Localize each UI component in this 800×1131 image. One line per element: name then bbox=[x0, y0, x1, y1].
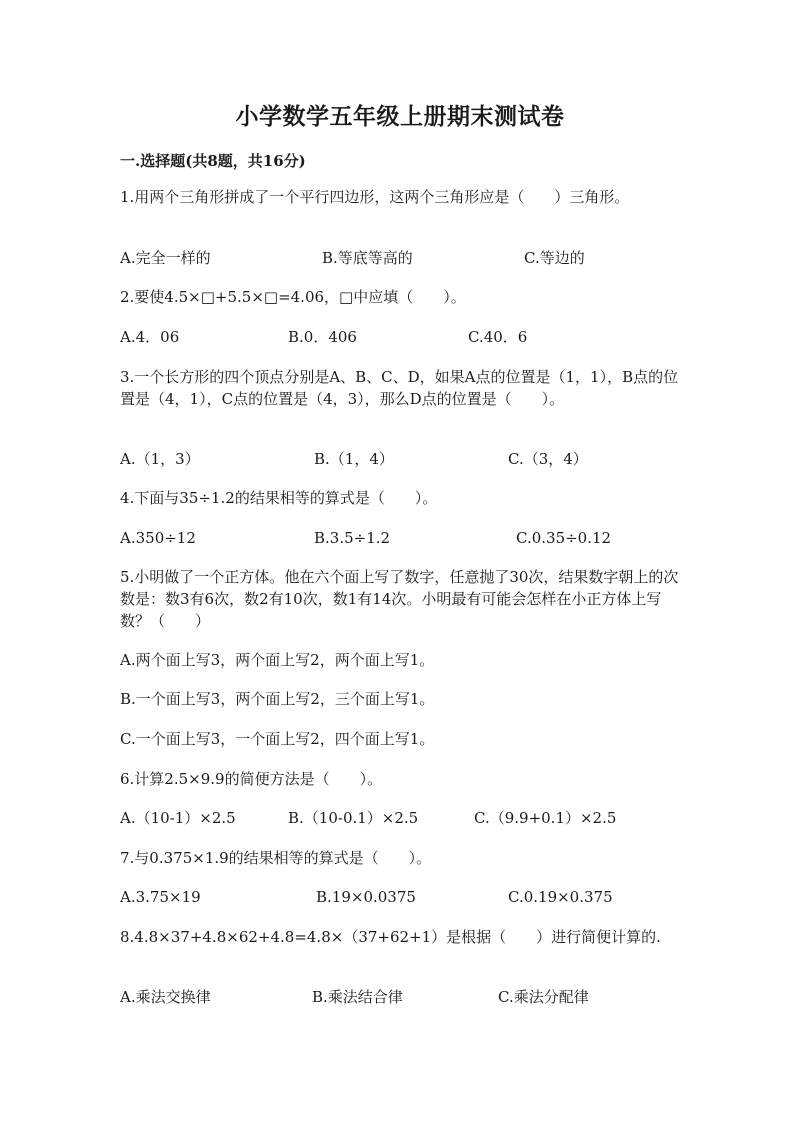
question-2-option-b[interactable]: B.0．406 bbox=[288, 328, 357, 346]
question-1-stem: 1.用两个三角形拼成了一个平行四边形，这两个三角形应是（ ）三角形。 bbox=[120, 188, 630, 206]
question-2-stem: 2.要使4.5×□+5.5×□=4.06，□中应填（ ）。 bbox=[120, 288, 466, 306]
question-5-option-c[interactable]: C.一个面上写3，一个面上写2，四个面上写1。 bbox=[120, 730, 435, 748]
question-5-option-b[interactable]: B.一个面上写3，两个面上写2，三个面上写1。 bbox=[120, 690, 435, 708]
question-4-options bbox=[120, 527, 720, 549]
question-8-option-a[interactable]: A.乘法交换律 bbox=[120, 988, 211, 1006]
question-3-options bbox=[120, 448, 720, 470]
question-4-stem: 4.下面与35÷1.2的结果相等的算式是（ ）。 bbox=[120, 489, 438, 507]
question-6-stem: 6.计算2.5×9.9的简便方法是（ ）。 bbox=[120, 770, 383, 788]
question-4-option-c[interactable]: C.0.35÷0.12 bbox=[516, 529, 612, 547]
question-3-option-c[interactable]: C.（3，4） bbox=[508, 450, 588, 468]
question-8-options bbox=[120, 986, 720, 1008]
question-7-options bbox=[120, 886, 720, 908]
question-2-option-c[interactable]: C.40．6 bbox=[468, 328, 528, 346]
question-6-option-a[interactable]: A.（10-1）×2.5 bbox=[120, 809, 236, 827]
question-8-stem: 8.4.8×37+4.8×62+4.8=4.8×（37+62+1）是根据（ ）进行简便计算的. bbox=[120, 928, 661, 946]
question-4-option-b[interactable]: B.3.5÷1.2 bbox=[314, 529, 391, 547]
question-4-option-a[interactable]: A.350÷12 bbox=[120, 529, 196, 547]
question-7-option-a[interactable]: A.3.75×19 bbox=[120, 888, 201, 906]
question-1-option-a[interactable]: A.完全一样的 bbox=[120, 249, 211, 267]
question-1-option-c[interactable]: C.等边的 bbox=[524, 249, 585, 267]
question-2-option-a[interactable]: A.4．06 bbox=[120, 328, 180, 346]
question-8-option-b[interactable]: B.乘法结合律 bbox=[312, 988, 403, 1006]
question-5-stem: 5.小明做了一个正方体。他在六个面上写了数字，任意抛了30次，结果数字朝上的次数是：数3有6次，数2有10次，数1有14次。小明最有可能会怎样在小正方体上写数？（ ） bbox=[120, 568, 679, 630]
question-5-option-a[interactable]: A.两个面上写3，两个面上写2，两个面上写1。 bbox=[120, 651, 435, 669]
question-6-options bbox=[120, 807, 720, 829]
question-1-options bbox=[120, 247, 720, 269]
question-3-option-b[interactable]: B.（1，4） bbox=[314, 450, 394, 468]
question-7-stem: 7.与0.375×1.9的结果相等的算式是（ ）。 bbox=[120, 849, 432, 867]
page-title: 小学数学五年级上册期末测试卷 bbox=[235, 103, 565, 130]
question-7-option-b[interactable]: B.19×0.0375 bbox=[316, 888, 416, 906]
question-6-option-c[interactable]: C.（9.9+0.1）×2.5 bbox=[474, 809, 617, 827]
question-8-option-c[interactable]: C.乘法分配律 bbox=[498, 988, 589, 1006]
question-2-options bbox=[120, 326, 720, 348]
question-3-option-a[interactable]: A.（1，3） bbox=[120, 450, 200, 468]
question-1-option-b[interactable]: B.等底等高的 bbox=[322, 249, 413, 267]
question-7-option-c[interactable]: C.0.19×0.375 bbox=[508, 888, 613, 906]
question-6-option-b[interactable]: B.（10-0.1）×2.5 bbox=[288, 809, 419, 827]
question-3-stem: 3.一个长方形的四个顶点分别是A、B、C、D，如果A点的位置是（1，1），B点的位置是（4，1），C点的位置是（4，3），那么D点的位置是（ ）。 bbox=[120, 368, 679, 408]
section-heading: 一.选择题(共8题，共16分) bbox=[120, 152, 306, 170]
